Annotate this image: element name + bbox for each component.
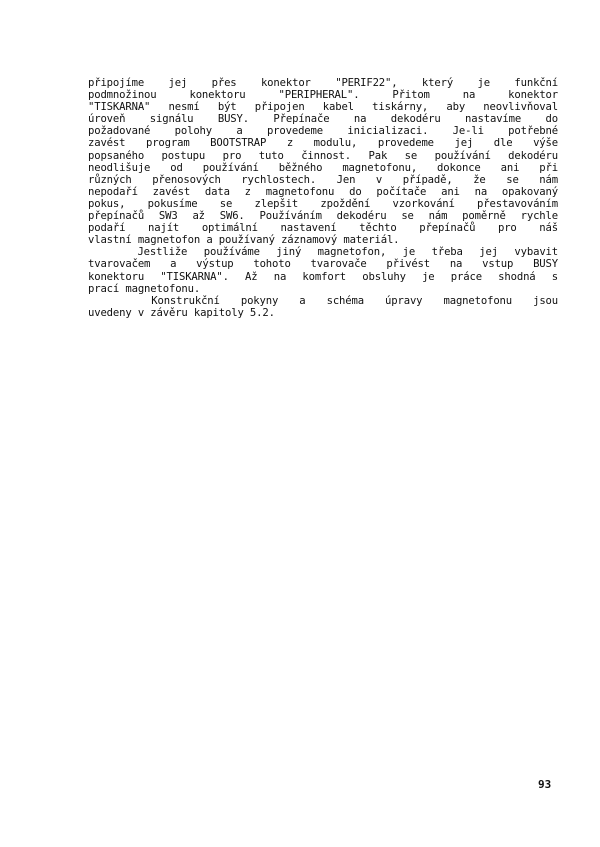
text-line: úroveň signálu BUSY. Přepínače na dekodéru nastavíme do xyxy=(88,113,558,126)
body-text xyxy=(88,77,558,319)
page-number: 93 xyxy=(538,778,552,791)
text-line: vlastní magnetofon a používaný záznamový materiál. xyxy=(88,234,400,247)
text-line: zavést program BOOTSTRAP z modulu, provedeme jej dle výše xyxy=(88,137,558,150)
text-line: tvarovačem a výstup tohoto tvarovače přivést na vstup BUSY xyxy=(88,258,558,271)
text-line: prací magnetofonu. xyxy=(88,282,201,295)
text-line: různých přenosových rychlostech. Jen v případě, že se nám xyxy=(88,173,558,186)
text-line: přepínačů SW3 až SW6. Používáním dekodéru se nám poměrně rychle xyxy=(88,210,558,223)
text-line: popsaného postupu pro tuto činnost. Pak se používání dekodéru xyxy=(88,149,558,162)
text-line: Konstrukční pokyny a schéma úpravy magnetofonu jsou xyxy=(88,294,558,307)
text-line: podmnožinou konektoru "PERIPHERAL". Přitom na konektor xyxy=(88,89,558,102)
text-line: nepodaří zavést data z magnetofonu do počítače ani na opakovaný xyxy=(88,185,558,198)
text-line: "TISKARNA" nesmí být připojen kabel tiskárny, aby neovlivňoval xyxy=(88,101,558,114)
text-line: uvedeny v závěru kapitoly 5.2. xyxy=(88,306,275,319)
text-line: požadované polohy a provedeme inicializaci. Je-li potřebné xyxy=(88,125,558,138)
text-line: konektoru "TISKARNA". Až na komfort obsluhy je práce shodná s xyxy=(88,270,558,283)
text-line: pokus, pokusíme se zlepšit zpoždění vzorkování přestavováním xyxy=(88,197,558,210)
text-line: připojíme jej přes konektor "PERIF22", který je funkční xyxy=(88,77,558,89)
text-line: Jestliže používáme jiný magnetofon, je třeba jej vybavit xyxy=(88,246,558,259)
text-line: podaří najít optimální nastavení těchto přepínačů pro náš xyxy=(88,222,558,235)
text-line: neodlišuje od používání běžného magnetofonu, dokonce ani při xyxy=(88,161,558,174)
